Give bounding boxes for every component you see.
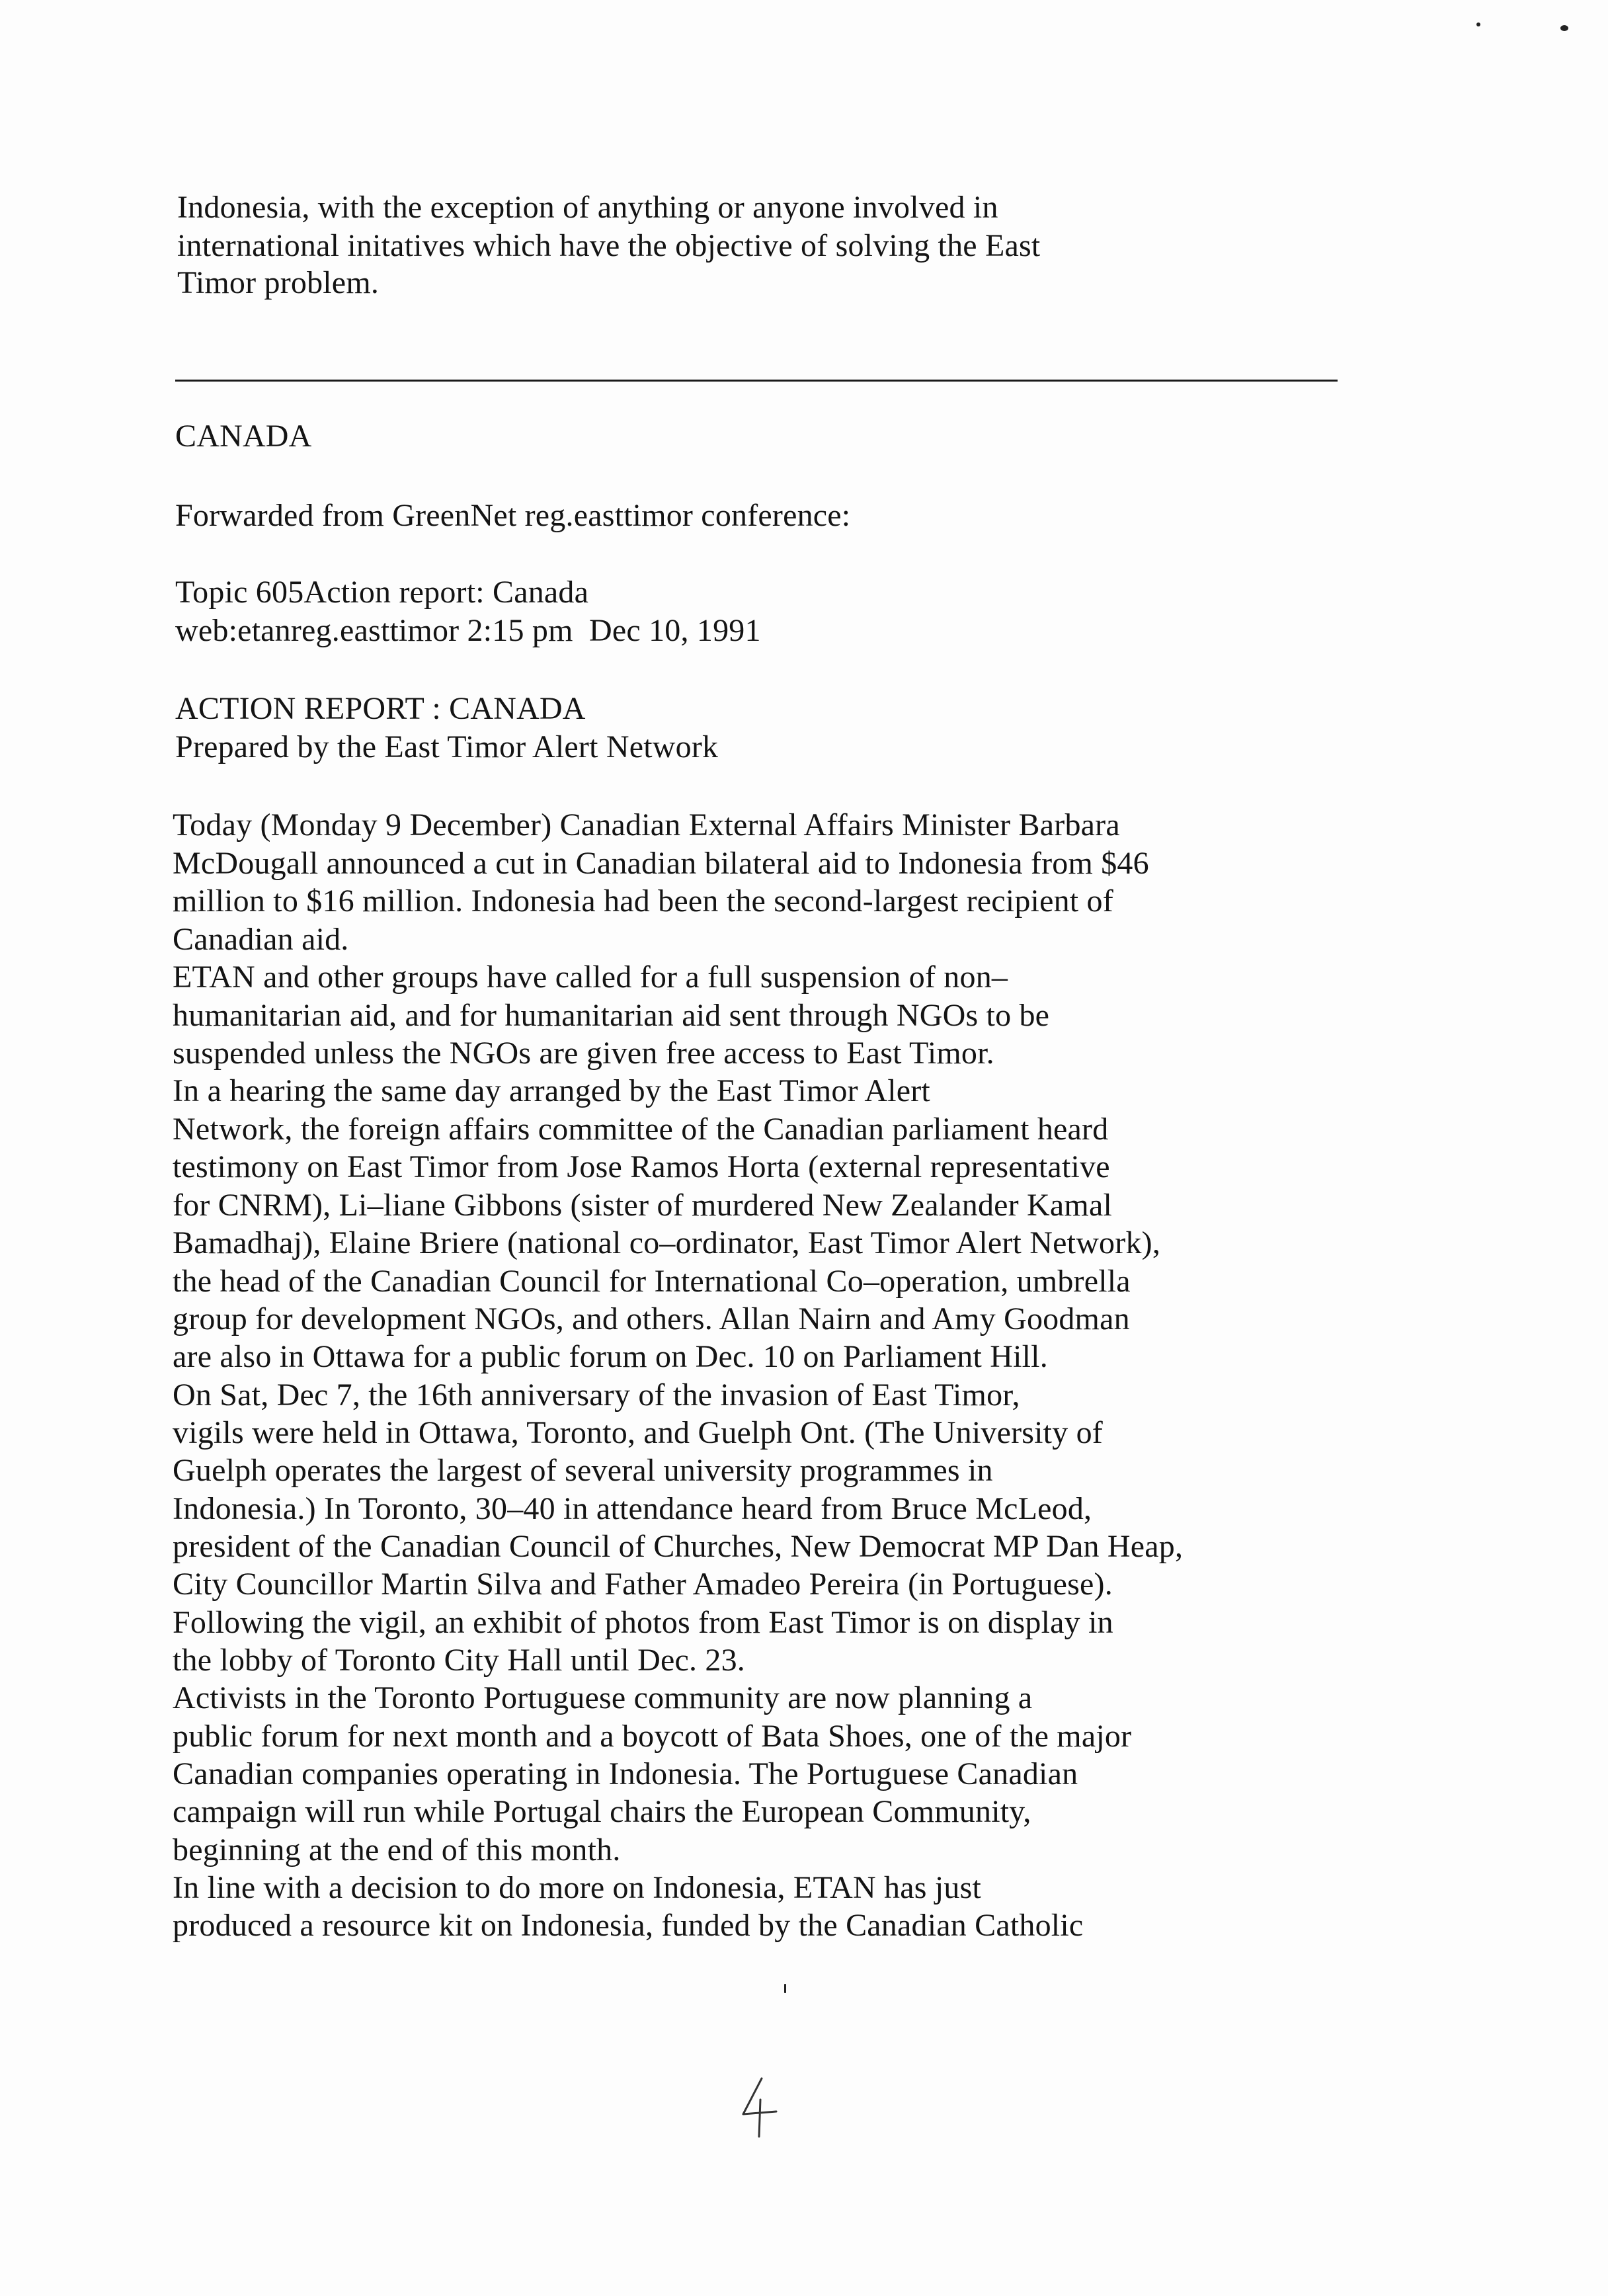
body-line: public forum for next month and a boycott of Bata Shoes, one of the major: [173, 1719, 1132, 1754]
body-line: vigils were held in Ottawa, Toronto, and Guelph Ont. (The University of: [173, 1415, 1103, 1450]
body-line: are also in Ottawa for a public forum on Dec. 10 on Parliament Hill.: [173, 1339, 1048, 1374]
body-line: ETAN and other groups have called for a full suspension of non–: [173, 960, 1008, 995]
body-line: produced a resource kit on Indonesia, funded by the Canadian Catholic: [173, 1908, 1084, 1943]
scan-speck: [1476, 22, 1480, 26]
prepared-by: Prepared by the East Timor Alert Network: [175, 729, 719, 764]
intro-line: Indonesia, with the exception of anything or anyone involved in: [177, 190, 998, 225]
scan-speck: [784, 1984, 786, 1993]
body-line: Today (Monday 9 December) Canadian External Affairs Minister Barbara: [173, 807, 1120, 842]
body-line: Indonesia.) In Toronto, 30–40 in attendance heard from Bruce McLeod,: [173, 1491, 1092, 1526]
body-line: Following the vigil, an exhibit of photos from East Timor is on display in: [173, 1605, 1113, 1640]
body-line: testimony on East Timor from Jose Ramos Horta (external representative: [173, 1149, 1110, 1184]
intro-line: Timor problem.: [177, 265, 380, 300]
body-line: Canadian aid.: [173, 922, 349, 957]
handwritten-page-number: [735, 2073, 782, 2139]
body-line: the lobby of Toronto City Hall until Dec. 23.: [173, 1643, 745, 1678]
scan-speck: [1560, 25, 1568, 31]
body-line: president of the Canadian Council of Churches, New Democrat MP Dan Heap,: [173, 1529, 1184, 1564]
body-line: the head of the Canadian Council for International Co–operation, umbrella: [173, 1264, 1131, 1299]
body-line: Activists in the Toronto Portuguese community are now planning a: [173, 1680, 1033, 1715]
body-line: million to $16 million. Indonesia had been the second-largest recipient of: [173, 883, 1113, 919]
intro-line: international initatives which have the objective of solving the East: [177, 228, 1041, 263]
body-line: Guelph operates the largest of several university programmes in: [173, 1453, 993, 1488]
body-line: group for development NGOs, and others. Allan Nairn and Amy Goodman: [173, 1301, 1130, 1336]
body-line: City Councillor Martin Silva and Father Amadeo Pereira (in Portuguese).: [173, 1567, 1113, 1602]
body-line: Canadian companies operating in Indonesia. The Portuguese Canadian: [173, 1756, 1078, 1791]
section-heading: CANADA: [175, 419, 312, 454]
topic-line: Topic 605Action report: Canada: [175, 575, 589, 610]
report-title: ACTION REPORT : CANADA: [175, 691, 586, 726]
body-line: campaign will run while Portugal chairs the European Community,: [173, 1794, 1031, 1829]
body-line: McDougall announced a cut in Canadian bilateral aid to Indonesia from $46: [173, 846, 1149, 881]
body-line: beginning at the end of this month.: [173, 1832, 621, 1867]
source-line: web:etanreg.easttimor 2:15 pm Dec 10, 1991: [175, 613, 761, 648]
body-line: Network, the foreign affairs committee of the Canadian parliament heard: [173, 1112, 1109, 1147]
body-line: Bamadhaj), Elaine Briere (national co–ordinator, East Timor Alert Network),: [173, 1225, 1161, 1260]
body-line: humanitarian aid, and for humanitarian aid sent through NGOs to be: [173, 998, 1050, 1033]
body-line: In a hearing the same day arranged by the East Timor Alert: [173, 1073, 930, 1108]
body-line: for CNRM), Li–liane Gibbons (sister of murdered New Zealander Kamal: [173, 1188, 1112, 1223]
body-line: On Sat, Dec 7, the 16th anniversary of the invasion of East Timor,: [173, 1377, 1020, 1413]
body-line: suspended unless the NGOs are given free access to East Timor.: [173, 1036, 994, 1071]
section-divider: [175, 380, 1338, 382]
forwarded-line: Forwarded from GreenNet reg.easttimor conference:: [175, 498, 851, 533]
body-line: In line with a decision to do more on Indonesia, ETAN has just: [173, 1870, 981, 1905]
